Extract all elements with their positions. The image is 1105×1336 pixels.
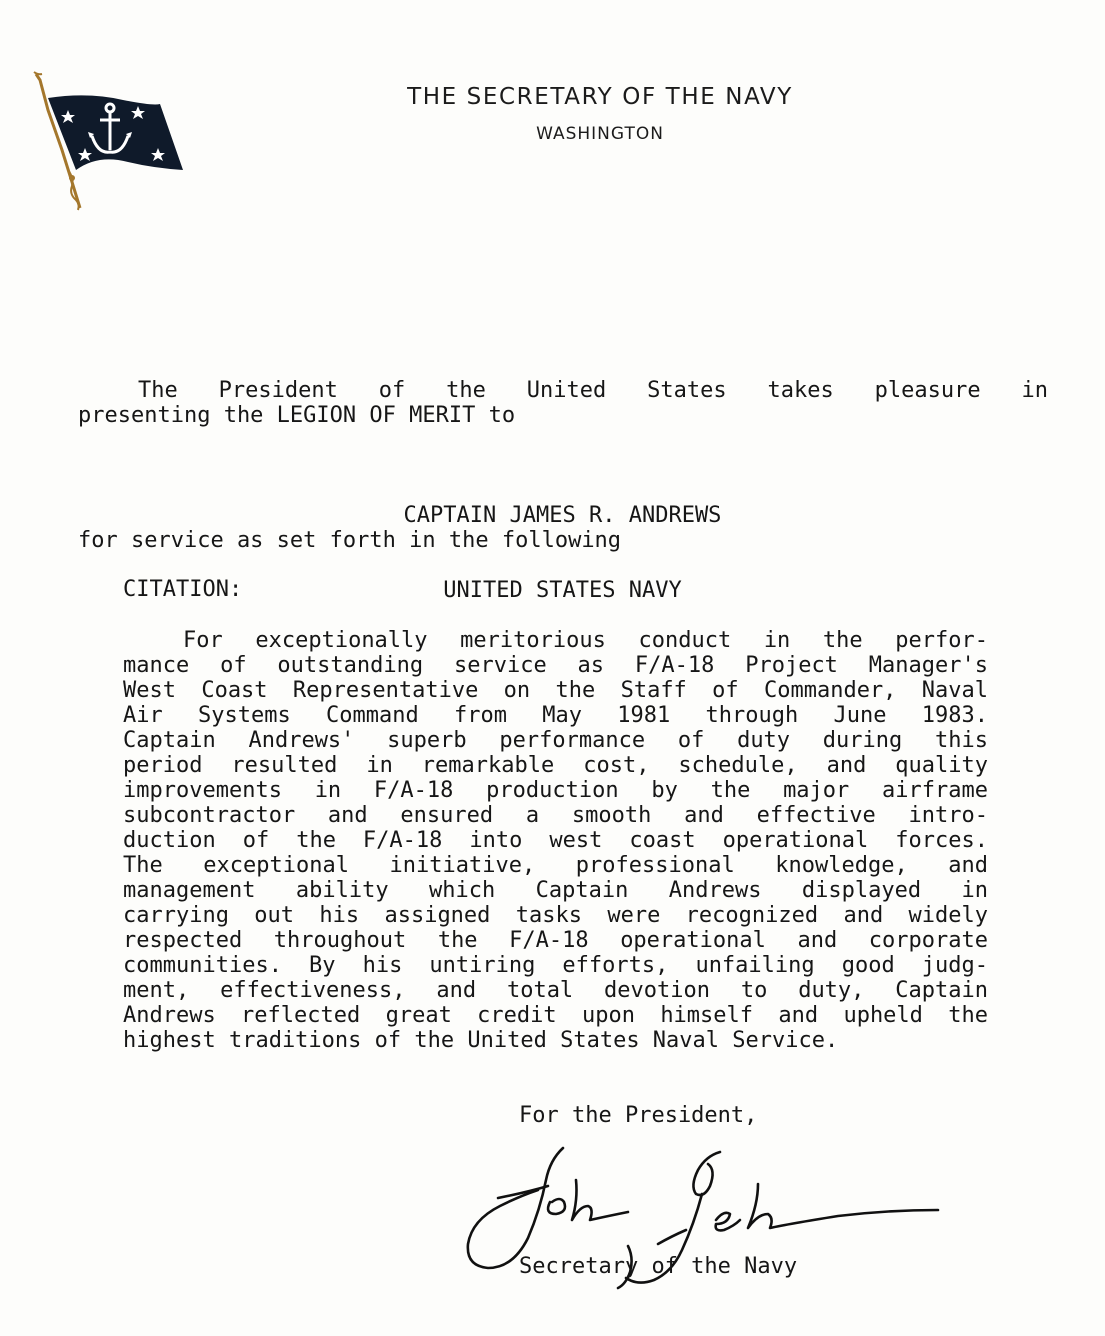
citation-label: CITATION:: [123, 577, 243, 602]
citation-line: mance of outstanding service as F/A-18 Project Manager's: [123, 653, 988, 678]
citation-line: subcontractor and ensured a smooth and effective intro-: [123, 803, 988, 828]
citation-line: ment, effectiveness, and total devotion to duty, Captain: [123, 978, 988, 1003]
intro-line-1: The President of the United States takes pleasure in: [138, 378, 1048, 403]
citation-line: For exceptionally meritorious conduct in the perfor-: [183, 628, 988, 653]
citation-line: The exceptional initiative, professional knowledge, and: [123, 853, 988, 878]
citation-line: improvements in F/A-18 production by the major airframe: [123, 778, 988, 803]
recipient-service: UNITED STATES NAVY: [443, 578, 682, 603]
citation-line: respected throughout the F/A-18 operational and corporate: [123, 928, 988, 953]
citation-line: Air Systems Command from May 1981 through June 1983.: [123, 703, 988, 728]
citation-line: period resulted in remarkable cost, schedule, and quality: [123, 753, 988, 778]
citation-line: management ability which Captain Andrews displayed in: [123, 878, 988, 903]
recipient-name: CAPTAIN JAMES R. ANDREWS: [403, 503, 722, 528]
citation-line: highest traditions of the United States Naval Service.: [123, 1028, 839, 1053]
letterhead-title: THE SECRETARY OF THE NAVY: [407, 84, 793, 110]
citation-line: Captain Andrews' superb performance of duty during this: [123, 728, 988, 753]
citation-line: communities. By his untiring efforts, unfailing good judg-: [123, 953, 988, 978]
citation-line: carrying out his assigned tasks were recognized and widely: [123, 903, 988, 928]
for-the-president: For the President,: [519, 1103, 758, 1128]
citation-line: duction of the F/A-18 into west coast operational forces.: [123, 828, 988, 853]
citation-body: [123, 628, 988, 1053]
intro-line-2: presenting the LEGION OF MERIT to: [78, 403, 516, 428]
signer-title: Secretary of the Navy: [519, 1254, 798, 1279]
service-line: for service as set forth in the following: [78, 528, 622, 553]
citation-line: Andrews reflected great credit upon himself and upheld the: [123, 1003, 988, 1028]
citation-line: West Coast Representative on the Staff of Commander, Naval: [123, 678, 988, 703]
intro-paragraph: [78, 378, 1048, 428]
recipient-block: [0, 453, 1105, 653]
letterhead-location: WASHINGTON: [536, 124, 664, 144]
